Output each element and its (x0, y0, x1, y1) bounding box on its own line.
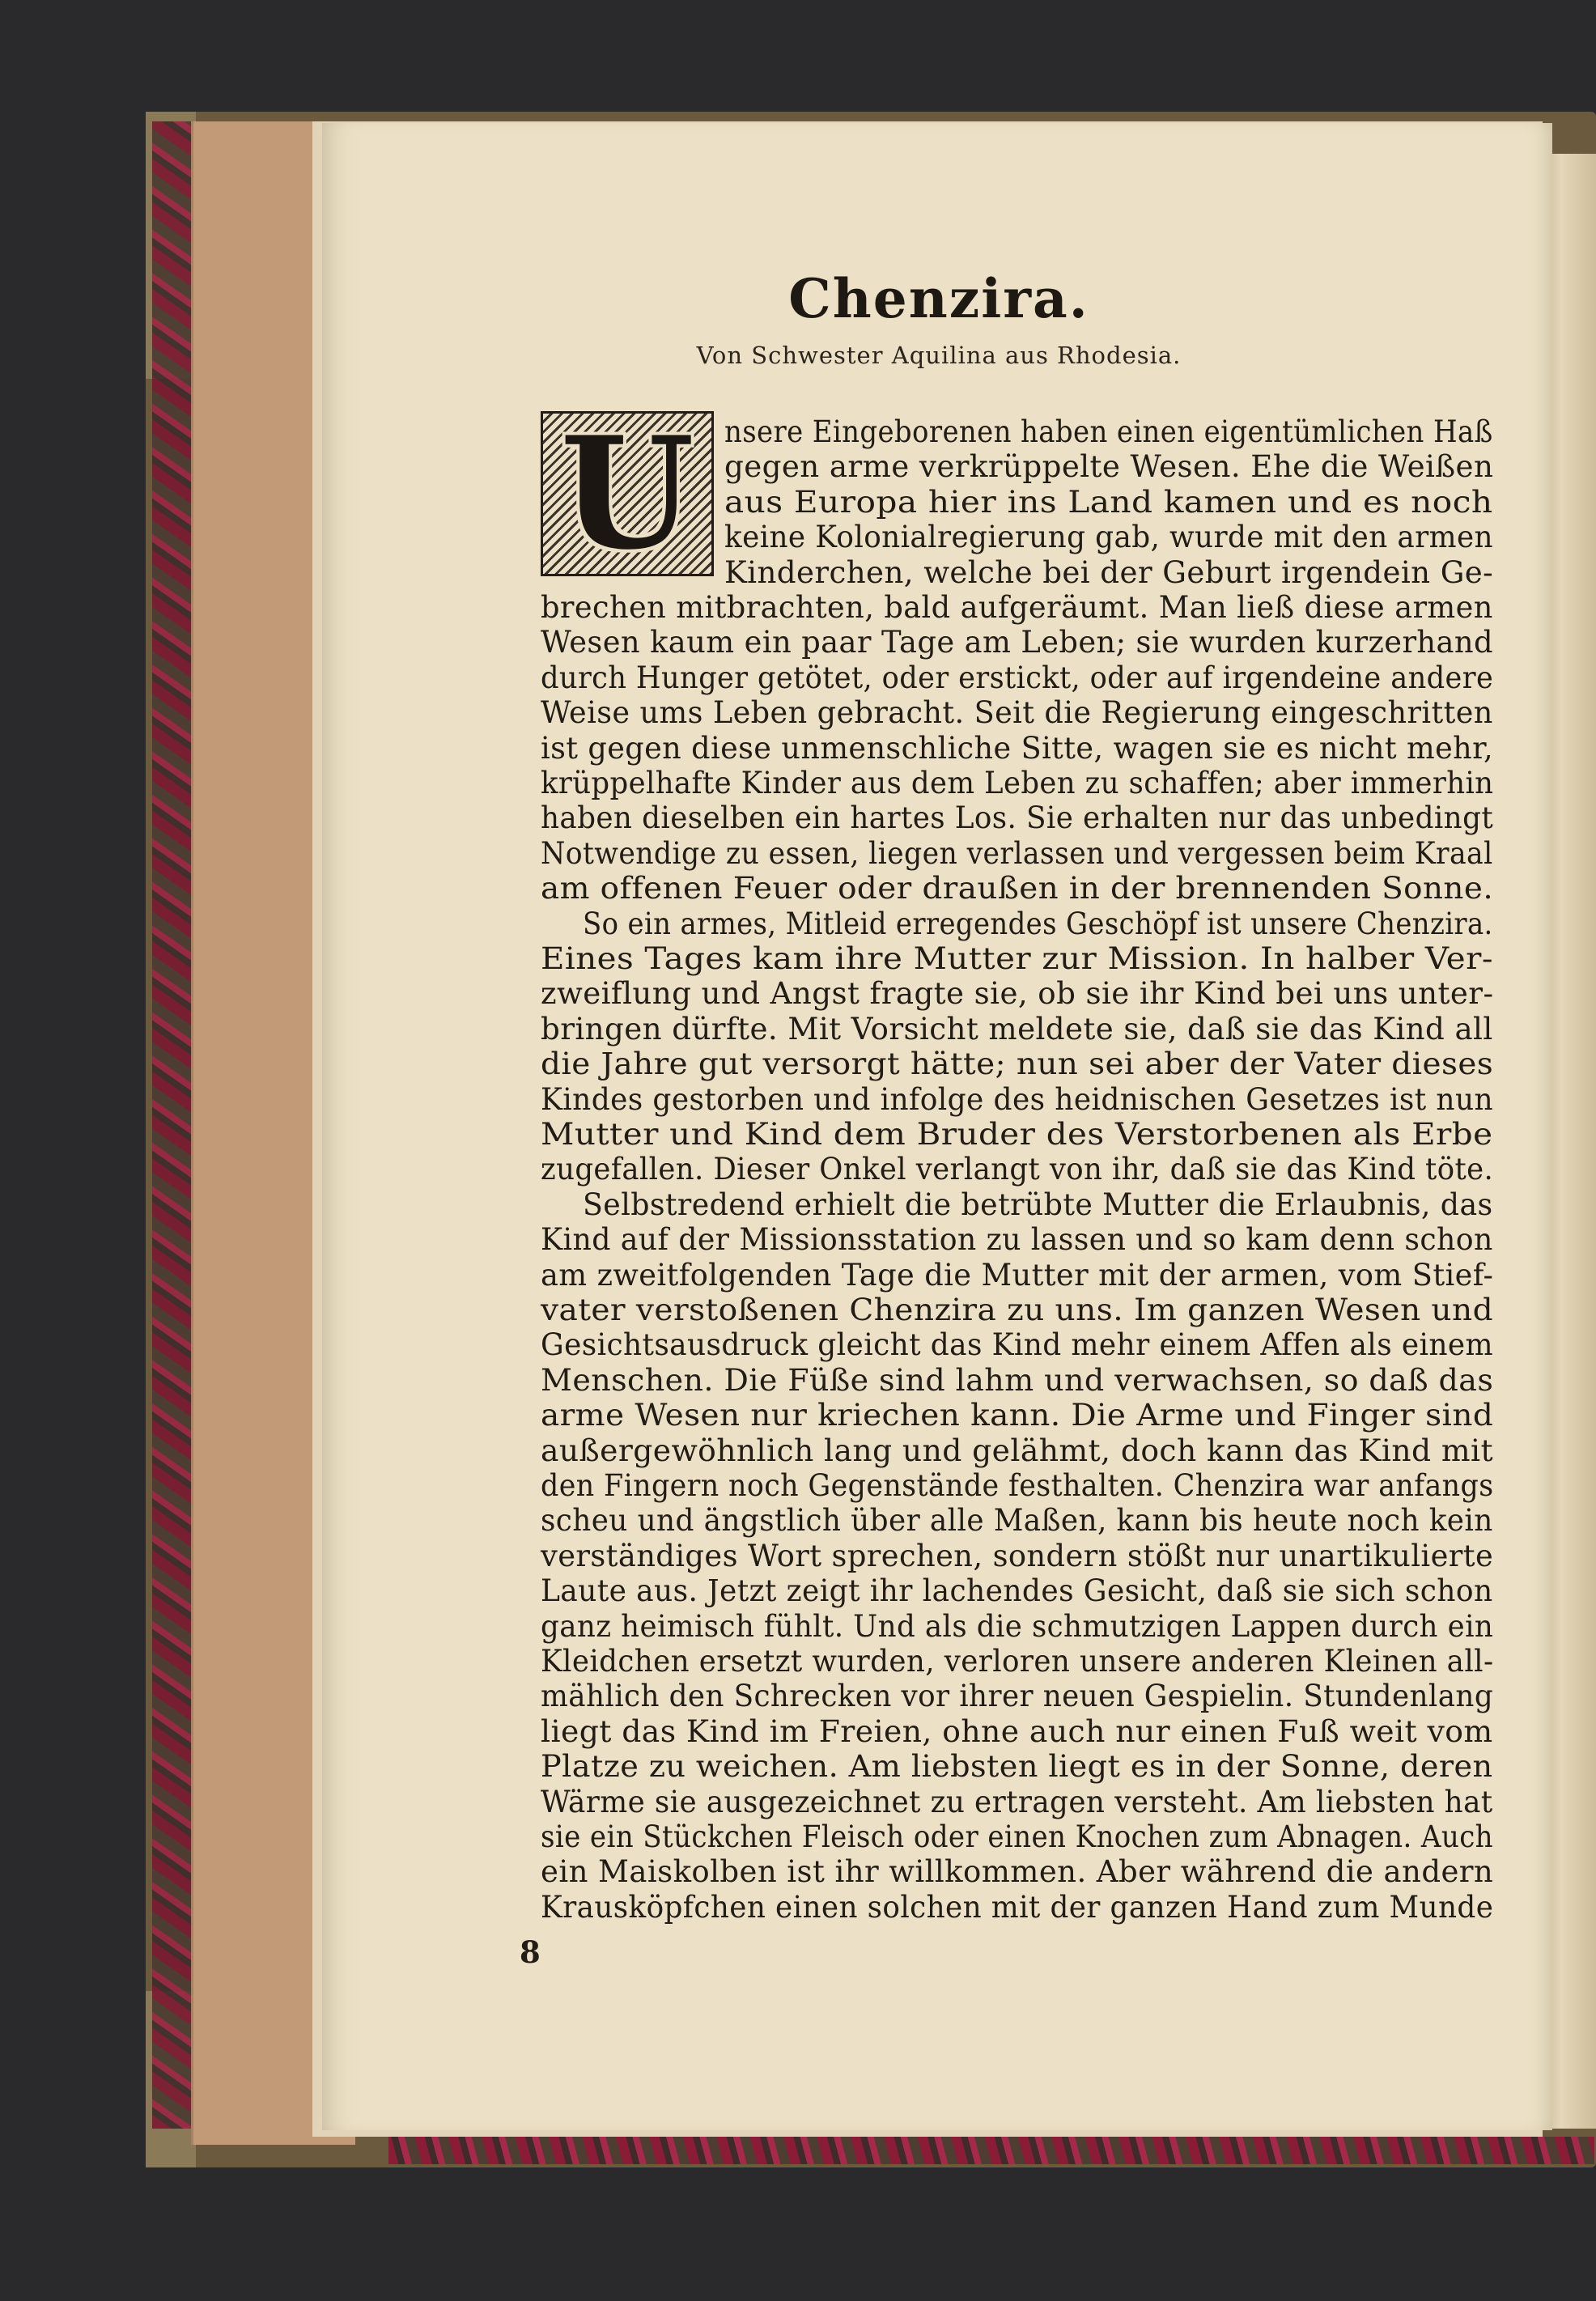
article-title: Chenzira. (788, 267, 1089, 330)
text-line: Eines Tages kam ihre Mutter zur Mission. In halber Ver- (541, 941, 1493, 976)
text-line: ganz heimisch fühlt. Und als die schmutzigen Lappen durch ein (541, 1608, 1494, 1644)
text-line: Wesen kaum ein paar Tage am Leben; sie wurden kurzerhand (541, 625, 1493, 660)
text-line: Krausköpfchen einen solchen mit der ganzen Hand zum Munde (541, 1889, 1494, 1925)
text-line: keine Kolonialregierung gab, wurde mit den armen (724, 520, 1493, 555)
text-line: arme Wesen nur kriechen kann. Die Arme und Finger sind (541, 1398, 1494, 1433)
text-line: am offenen Feuer oder draußen in der brennenden Sonne. (541, 871, 1494, 906)
text-line: sie ein Stückchen Fleisch oder einen Knochen zum Abnagen. Auch (541, 1819, 1494, 1854)
text-line: ein Maiskolben ist ihr willkommen. Aber während die andern (541, 1854, 1494, 1890)
text-line: Weise ums Leben gebracht. Seit die Regierung eingeschritten (541, 695, 1493, 731)
text-line: durch Hunger getötet, oder erstickt, oder auf irgendeine andere (541, 660, 1494, 695)
text-line: nsere Eingeborenen haben einen eigentümlichen Haß (724, 414, 1493, 449)
text-line: Menschen. Die Füße sind lahm und verwachsen, so daß das (541, 1362, 1494, 1398)
marbled-board-bottom (388, 2137, 1594, 2164)
text-line: am zweitfolgenden Tage die Mutter mit der armen, vom Stief- (541, 1257, 1494, 1293)
text-line: Kinderchen, welche bei der Geburt irgendein Ge- (724, 554, 1494, 590)
text-line: die Jahre gut versorgt hätte; nun sei aber der Vater dieses (541, 1046, 1494, 1082)
text-line: Kind auf der Missionsstation zu lassen und so kam denn schon (541, 1222, 1493, 1258)
text-line: zweiflung und Angst fragte sie, ob sie ihr Kind bei uns unter- (541, 976, 1494, 1012)
text-line: bringen dürfte. Mit Vorsicht meldete sie, daß sie das Kind all (541, 1011, 1493, 1046)
text-line: vater verstoßenen Chenzira zu uns. Im ganzen Wesen und (541, 1293, 1494, 1327)
text-line: Wärme sie ausgezeichnet zu ertragen versteht. Am liebsten hat (541, 1784, 1493, 1819)
text-line: Notwendige zu essen, liegen verlassen und vergessen beim Kraal (541, 835, 1493, 871)
article-byline: Von Schwester Aquilina aus Rhodesia. (696, 342, 1182, 369)
text-line: mählich den Schrecken vor ihrer neuen Gespielin. Stundenlang (541, 1679, 1494, 1714)
text-line: Gesichtsausdruck gleicht das Kind mehr einem Affen als einem (541, 1327, 1494, 1363)
text-line: aus Europa hier ins Land kamen und es noch (724, 484, 1493, 520)
text-line: Mutter und Kind dem Bruder des Verstorbenen als Erbe (541, 1117, 1493, 1152)
drop-cap (541, 403, 714, 584)
text-line: den Fingern noch Gegenstände festhalten. Chenzira war anfangs (541, 1468, 1494, 1503)
drop-cap-letter: U (560, 403, 694, 584)
page-number: 8 (520, 1934, 541, 1970)
text-line: liegt das Kind im Freien, ohne auch nur einen Fuß weit vom (541, 1713, 1493, 1749)
text-line: Kindes gestorben und infolge des heidnischen Gesetzes ist nun (541, 1081, 1494, 1117)
text-line: brechen mitbrachten, bald aufgeräumt. Man ließ diese armen (541, 590, 1493, 625)
text-line: zugefallen. Dieser Onkel verlangt von ihr, daß sie das Kind töte. (541, 1152, 1494, 1187)
text-line: haben dieselben ein hartes Los. Sie erhalten nur das unbedingt (541, 800, 1494, 836)
text-line: Laute aus. Jetzt zeigt ihr lachendes Gesicht, daß sie sich schon (541, 1573, 1493, 1609)
text-line: krüppelhafte Kinder aus dem Leben zu schaffen; aber immerhin (541, 766, 1494, 800)
text-line: außergewöhnlich lang und gelähmt, doch kann das Kind mit (541, 1433, 1494, 1468)
text-line: verständiges Wort sprechen, sondern stößt nur unartikulierte (541, 1538, 1494, 1573)
text-line: scheu und ängstlich über alle Maßen, kann bis heute noch kein (541, 1503, 1493, 1539)
text-line: So ein armes, Mitleid erregendes Geschöpf ist unsere Chenzira. (583, 906, 1493, 941)
text-line: Selbstredend erhielt die betrübte Mutter die Erlaubnis, das (583, 1187, 1493, 1222)
text-line: Platze zu weichen. Am liebsten liegt es in der Sonne, deren (541, 1749, 1493, 1785)
text-line: Kleidchen ersetzt wurden, verloren unsere anderen Kleinen all- (541, 1644, 1494, 1679)
text-line: gegen arme verkrüppelte Wesen. Ehe die Weißen (724, 449, 1494, 485)
text-line: ist gegen diese unmenschliche Sitte, wagen sie es nicht mehr, (541, 730, 1493, 766)
